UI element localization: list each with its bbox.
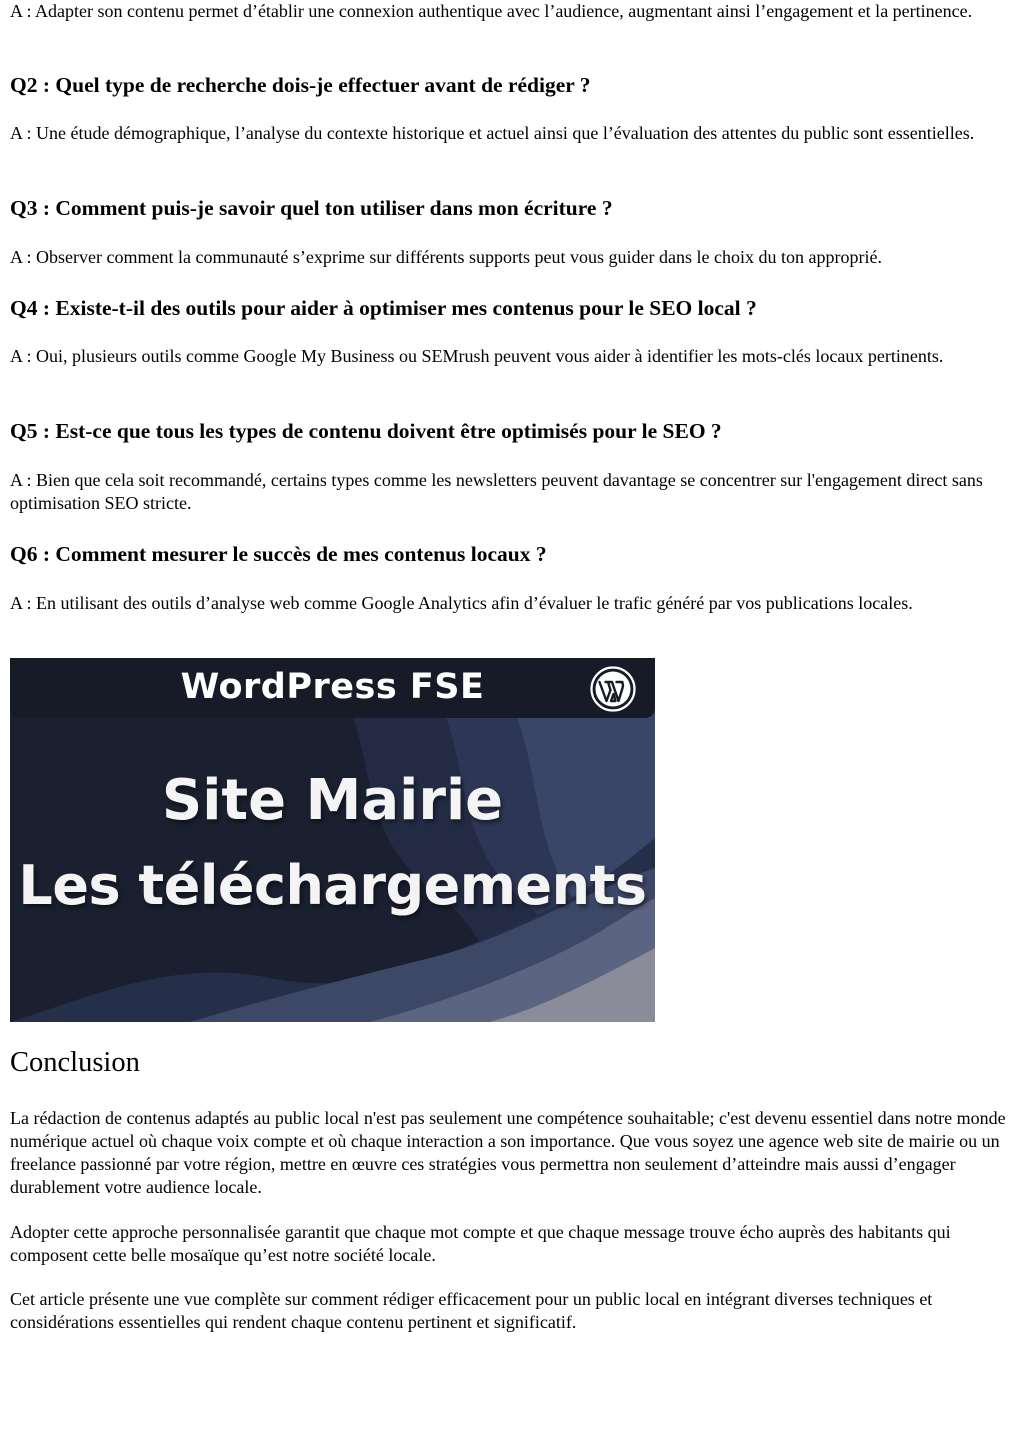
faq-question-6: Q6 : Comment mesurer le succès de mes contenus locaux ? xyxy=(10,542,547,566)
faq-question-5: Q5 : Est-ce que tous les types de contenu doivent être optimisés pour le SEO ? xyxy=(10,419,722,443)
banner-heading-line1: Site Mairie xyxy=(161,768,504,833)
faq-answer-6: A : En utilisant des outils d’analyse web comme Google Analytics afin d’évaluer le trafic généré par vos publications locales. xyxy=(10,593,913,613)
wordpress-logo-icon xyxy=(590,666,636,712)
faq-answer-5: A : Bien que cela soit recommandé, certains types comme les newsletters peuvent davantage se concentrer sur l'engagement direct sans optimisation SEO stricte. xyxy=(10,470,983,513)
faq-answer-1: A : Adapter son contenu permet d’établir une connexion authentique avec l’audience, augmentant ainsi l’engagement et la pertinence. xyxy=(10,1,973,21)
faq-question-4: Q4 : Existe-t-il des outils pour aider à optimiser mes contenus pour le SEO local ? xyxy=(10,296,757,320)
banner-heading-line2: Les téléchargements xyxy=(18,854,647,917)
faq-answer-3: A : Observer comment la communauté s’exprime sur différents supports peut vous guider dans le choix du ton approprié. xyxy=(10,247,882,267)
faq-question-3: Q3 : Comment puis-je savoir quel ton utiliser dans mon écriture ? xyxy=(10,196,613,220)
conclusion-paragraph-1: La rédaction de contenus adaptés au public local n'est pas seulement une compétence souhaitable; c'est devenu essentiel dans notre monde numérique actuel où chaque voix compte et où chaque interaction a son importance. Que vous soyez une agence web site de mairie ou un freelance passionné par votre région, mettre en œuvre ces stratégies vous permettra non seulement d’atteindre mais aussi d’engager durablement votre audience locale. xyxy=(10,1108,1006,1197)
banner-top-title: WordPress FSE xyxy=(180,667,485,707)
conclusion-paragraph-3: Cet article présente une vue complète sur comment rédiger efficacement pour un public local en intégrant diverses techniques et considérations essentielles qui rendent chaque contenu pertinent et significatif. xyxy=(10,1289,933,1332)
conclusion-heading: Conclusion xyxy=(10,1047,140,1078)
banner-image xyxy=(10,658,655,1022)
faq-answer-4: A : Oui, plusieurs outils comme Google My Business ou SEMrush peuvent vous aider à identifier les mots-clés locaux pertinents. xyxy=(10,346,944,366)
faq-question-2: Q2 : Quel type de recherche dois-je effectuer avant de rédiger ? xyxy=(10,73,591,97)
conclusion-paragraph-2: Adopter cette approche personnalisée garantit que chaque mot compte et que chaque message trouve écho auprès des habitants qui composent cette belle mosaïque qu’est notre société locale. xyxy=(10,1222,951,1265)
faq-answer-2: A : Une étude démographique, l’analyse du contexte historique et actuel ainsi que l’évaluation des attentes du public sont essentielles. xyxy=(10,123,975,143)
